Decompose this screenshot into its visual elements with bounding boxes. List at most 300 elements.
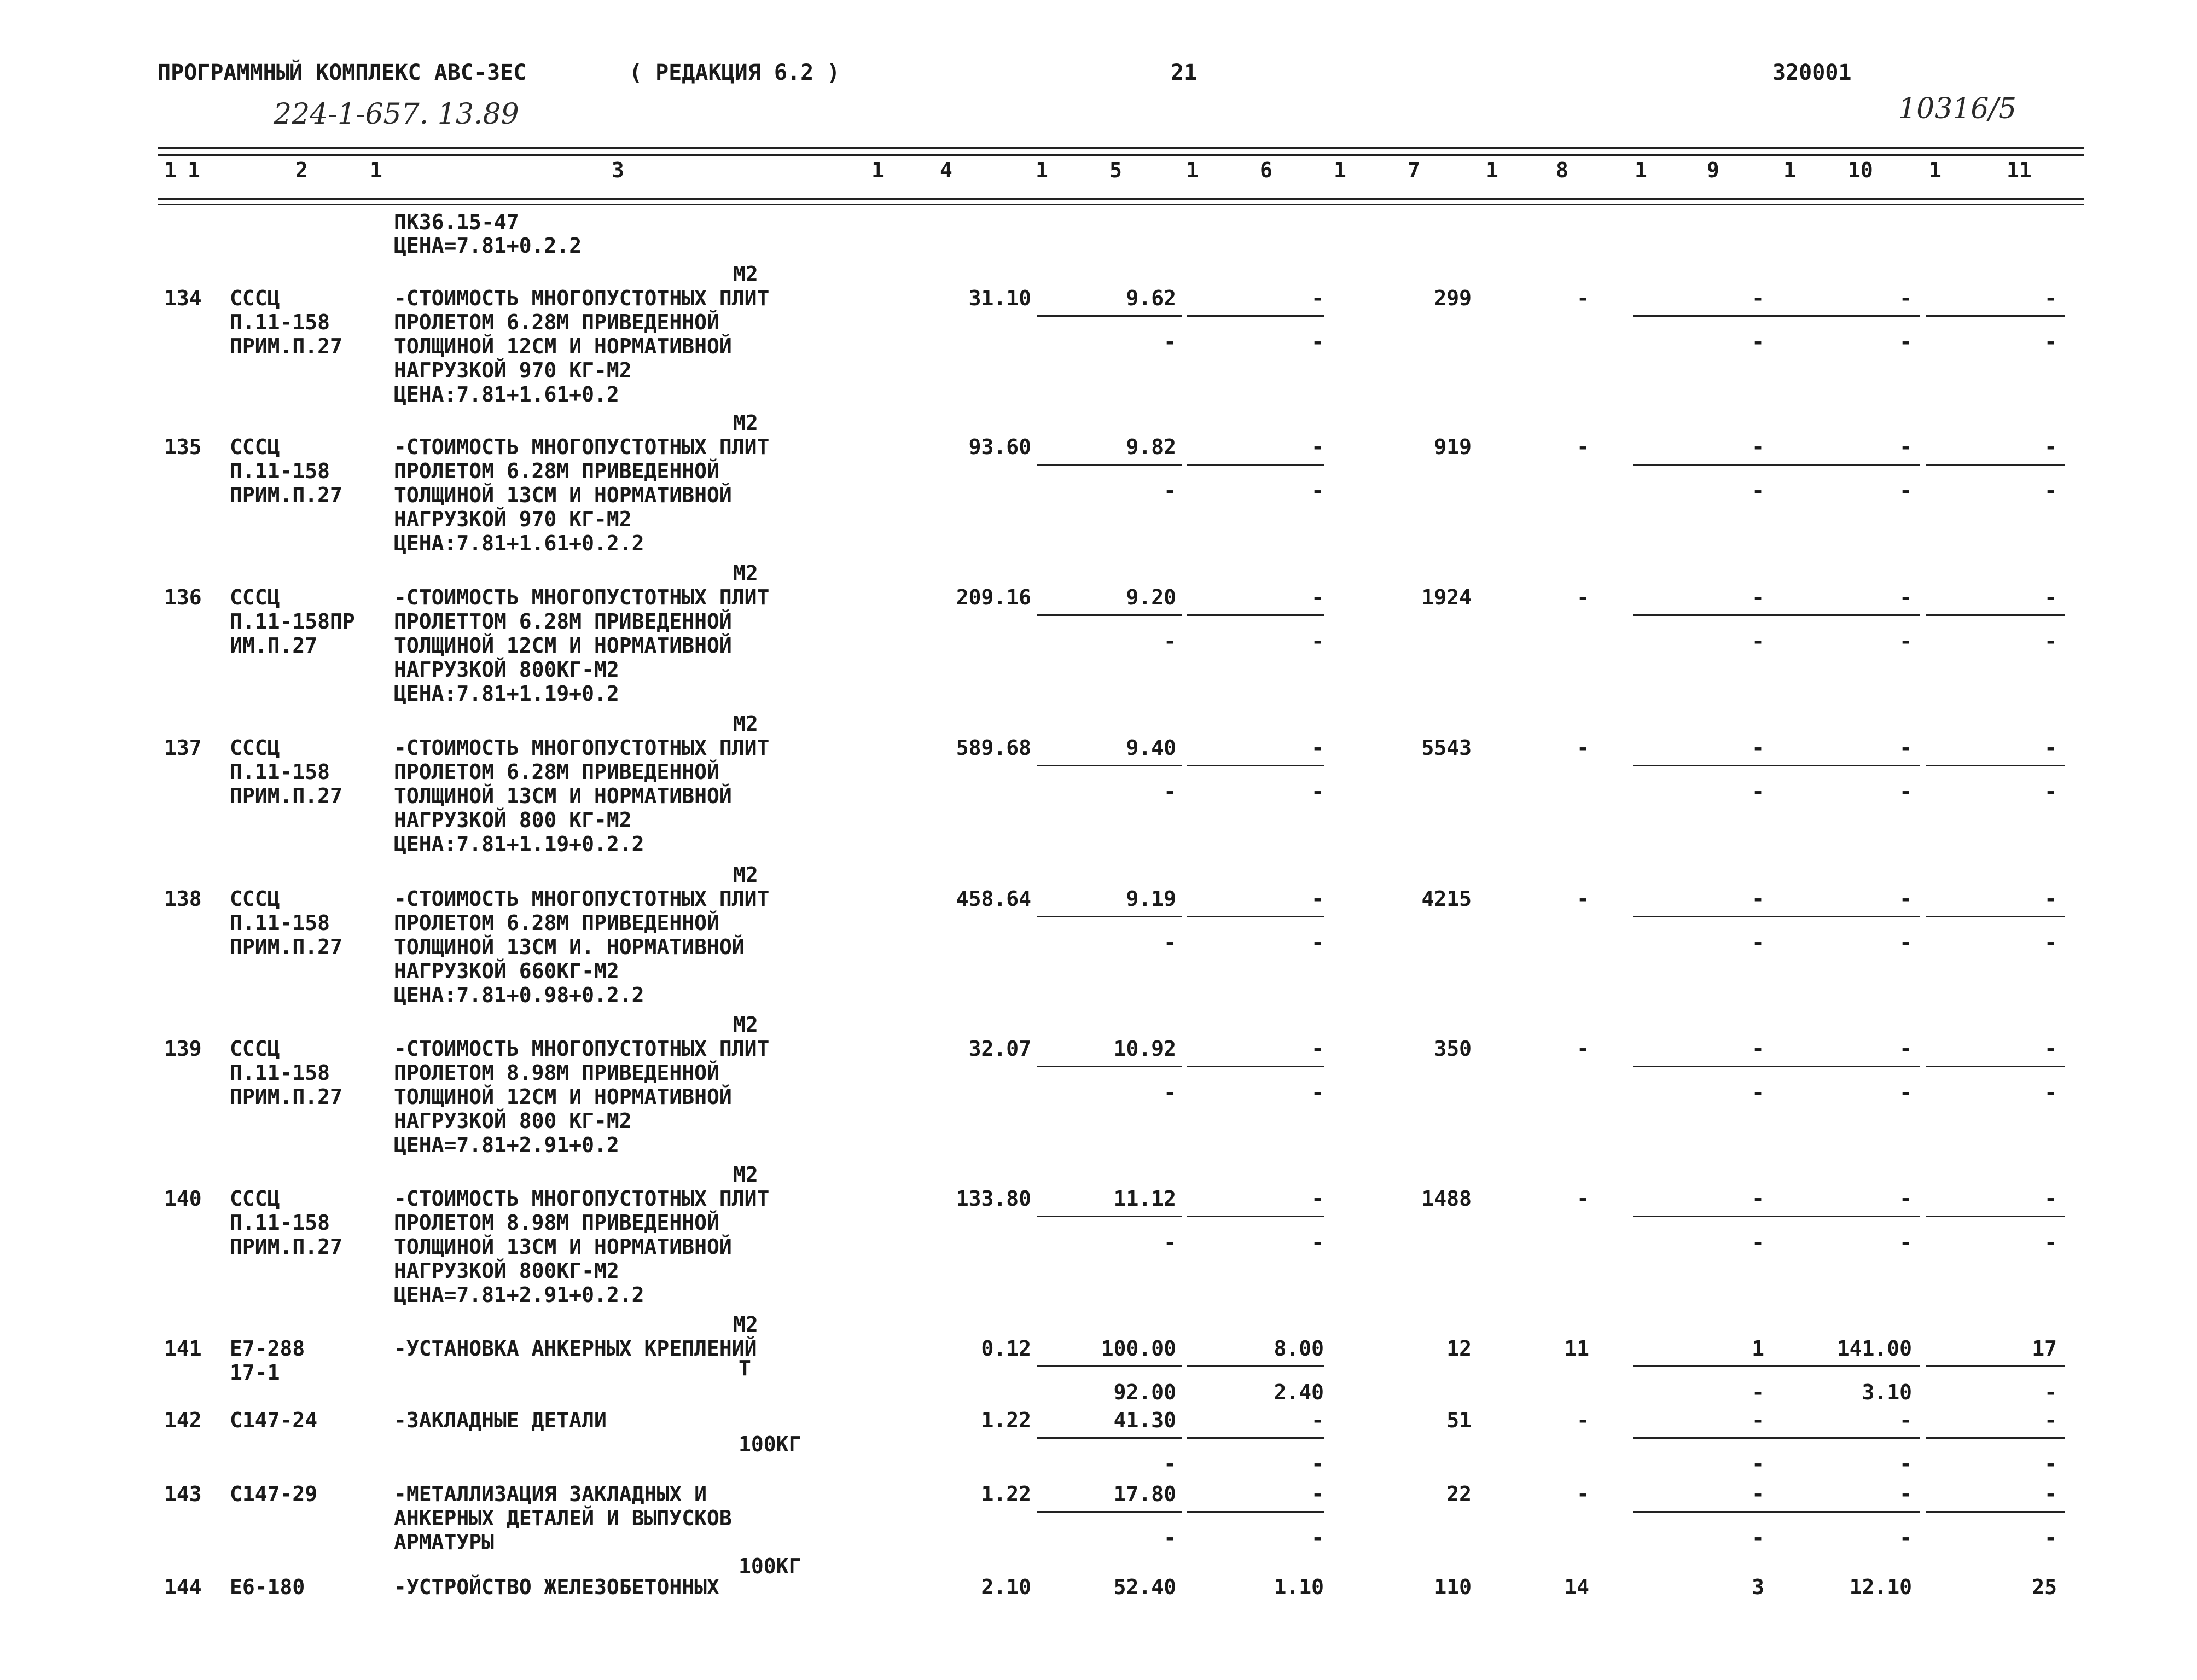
fraction-line — [1037, 916, 1182, 917]
col-sep: 1 — [1334, 158, 1346, 182]
unit-label: М2 — [733, 712, 758, 736]
cell-c11: 25 — [2032, 1575, 2057, 1599]
work-description: НАГРУЗКОЙ 970 КГ-М2 — [394, 507, 632, 531]
cell-c9: - — [1752, 736, 1764, 760]
cell-c11: - — [2044, 1408, 2057, 1432]
unit-label: М2 — [733, 863, 758, 887]
fraction-line — [1037, 1365, 1182, 1367]
fraction-line — [1778, 1511, 1920, 1513]
norm-code: ПРИМ.П.27 — [230, 1235, 342, 1259]
work-description: НАГРУЗКОЙ 800 КГ-М2 — [394, 1109, 632, 1133]
col-sep: 1 — [1929, 158, 1942, 182]
row-number: 138 — [164, 887, 202, 911]
cell-c5: - — [1164, 330, 1176, 354]
fraction-line — [1633, 1511, 1778, 1513]
work-description: ТОЛЩИНОЙ 12СМ И НОРМАТИВНОЙ — [394, 1085, 732, 1109]
fraction-line — [1037, 614, 1182, 616]
cell-c9: - — [1752, 1080, 1764, 1105]
work-description: ПРОЛЕТТОМ 6.28М ПРИВЕДЕННОЙ — [394, 609, 732, 633]
cell-c11: - — [2044, 1526, 2057, 1550]
col-num-10: 10 — [1848, 158, 1873, 182]
fraction-line — [1037, 464, 1182, 466]
work-description: ТОЛЩИНОЙ 13СМ И НОРМАТИВНОЙ — [394, 784, 732, 808]
work-description: АРМАТУРЫ — [394, 1530, 495, 1554]
row-number: 136 — [164, 585, 202, 609]
col-sep: 1 — [370, 158, 382, 182]
fraction-line — [1633, 765, 1778, 766]
cell-c6: - — [1311, 887, 1324, 911]
cell-c10: - — [1899, 585, 1912, 609]
work-description: -УСТРОЙСТВО ЖЕЛЕЗОБЕТОННЫХ — [394, 1575, 719, 1599]
cell-c6: - — [1311, 736, 1324, 760]
cell-c6: - — [1311, 1452, 1324, 1476]
unit-label: М2 — [733, 262, 758, 286]
col-sep: 1 — [1486, 158, 1498, 182]
cell-c7: 919 — [1434, 435, 1472, 459]
cell-c10: - — [1899, 1037, 1912, 1061]
cell-c10: - — [1899, 780, 1912, 804]
cell-c11: - — [2044, 931, 2057, 955]
cell-c11: - — [2044, 1482, 2057, 1506]
norm-code: СССЦ — [230, 1187, 280, 1211]
cell-c7: 4215 — [1421, 887, 1472, 911]
fraction-line — [1037, 1066, 1182, 1067]
cell-c9: - — [1752, 435, 1764, 459]
cell-c8: - — [1577, 1482, 1589, 1506]
fraction-line — [1633, 614, 1778, 616]
fraction-line — [1778, 315, 1920, 317]
cell-c10: - — [1899, 479, 1912, 503]
col-num-8: 8 — [1556, 158, 1568, 182]
cell-c10: - — [1899, 1482, 1912, 1506]
cell-c11: - — [2044, 435, 2057, 459]
unit-label: М2 — [733, 561, 758, 585]
cell-c6: - — [1311, 1408, 1324, 1432]
cell-c6: - — [1311, 1526, 1324, 1550]
cell-c4: 93.60 — [968, 435, 1031, 459]
cell-c10: - — [1899, 931, 1912, 955]
fraction-line — [1633, 1216, 1778, 1217]
row-number: 142 — [164, 1408, 202, 1432]
cell-c8: 14 — [1564, 1575, 1589, 1599]
norm-code: С147-29 — [230, 1482, 318, 1506]
fraction-line — [1926, 1511, 2065, 1513]
work-description: ТОЛЩИНОЙ 12СМ И НОРМАТИВНОЙ — [394, 633, 732, 658]
row-number: 135 — [164, 435, 202, 459]
cell-c11: - — [2044, 1037, 2057, 1061]
cell-c10: - — [1899, 330, 1912, 354]
cell-c9: - — [1752, 479, 1764, 503]
cell-c4: 1.22 — [981, 1408, 1031, 1432]
cell-c8: - — [1577, 887, 1589, 911]
fraction-line — [1187, 765, 1324, 766]
fraction-line — [1926, 614, 2065, 616]
norm-code: ПРИМ.П.27 — [230, 1085, 342, 1109]
cell-c11: - — [2044, 479, 2057, 503]
col-num-3: 3 — [612, 158, 624, 182]
cell-c4: 133.80 — [956, 1187, 1031, 1211]
col-sep: 1 — [1186, 158, 1199, 182]
norm-code: 17-1 — [230, 1361, 280, 1385]
cell-c6: - — [1311, 479, 1324, 503]
cell-c4: 458.64 — [956, 887, 1031, 911]
col-num-7: 7 — [1408, 158, 1420, 182]
unit-label: М2 — [733, 1312, 758, 1336]
cell-c5: - — [1164, 931, 1176, 955]
cell-c10: - — [1899, 1408, 1912, 1432]
cell-c11: 17 — [2032, 1336, 2057, 1361]
fraction-line — [1187, 1437, 1324, 1439]
fraction-line — [1926, 916, 2065, 917]
cell-c9: - — [1752, 1482, 1764, 1506]
cell-c11: - — [2044, 1187, 2057, 1211]
cell-c5: 9.40 — [1126, 736, 1176, 760]
norm-code: СССЦ — [230, 286, 280, 310]
cell-c8: - — [1577, 1037, 1589, 1061]
cell-c9: - — [1752, 1187, 1764, 1211]
fraction-line — [1187, 1066, 1324, 1067]
cell-c9: - — [1752, 780, 1764, 804]
cell-c10: 12.10 — [1849, 1575, 1912, 1599]
cell-c8: - — [1577, 286, 1589, 310]
work-description: НАГРУЗКОЙ 800КГ-М2 — [394, 1259, 619, 1283]
cell-c11: - — [2044, 780, 2057, 804]
cell-c9: - — [1752, 585, 1764, 609]
cell-c9: 1 — [1752, 1336, 1764, 1361]
cell-c11: - — [2044, 887, 2057, 911]
cell-c11: - — [2044, 1452, 2057, 1476]
cell-c8: - — [1577, 1408, 1589, 1432]
fraction-line — [1633, 1437, 1778, 1439]
cell-c11: - — [2044, 736, 2057, 760]
cell-c5: 41.30 — [1113, 1408, 1176, 1432]
cell-c6: - — [1311, 330, 1324, 354]
work-description: ПРОЛЕТОМ 8.98М ПРИВЕДЕННОЙ — [394, 1061, 719, 1085]
cell-c6: - — [1311, 629, 1324, 653]
document-code: 320001 — [1772, 60, 1852, 85]
work-description: ЦЕНА:7.81+1.61+0.2 — [394, 382, 619, 406]
cell-c10: - — [1899, 286, 1912, 310]
fraction-line — [1187, 1365, 1324, 1367]
cell-c7: 110 — [1434, 1575, 1472, 1599]
cell-c11: - — [2044, 1380, 2057, 1404]
cell-c11: - — [2044, 330, 2057, 354]
norm-code: П.11-158 — [230, 911, 330, 935]
row-number: 134 — [164, 286, 202, 310]
cell-c9: - — [1752, 1230, 1764, 1254]
work-description: -ЗАКЛАДНЫЕ ДЕТАЛИ — [394, 1408, 607, 1432]
cell-c9: - — [1752, 931, 1764, 955]
work-description: ТОЛЩИНОЙ 13СМ И НОРМАТИВНОЙ — [394, 1235, 732, 1259]
cell-c6: - — [1311, 780, 1324, 804]
work-description: ЦЕНА:7.81+0.98+0.2.2 — [394, 983, 644, 1007]
cell-c11: - — [2044, 286, 2057, 310]
cell-c11: - — [2044, 585, 2057, 609]
fraction-line — [1778, 1216, 1920, 1217]
cell-c5: 100.00 — [1101, 1336, 1176, 1361]
work-description: ТОЛЩИНОЙ 12СМ И НОРМАТИВНОЙ — [394, 334, 732, 358]
cell-c10: - — [1899, 629, 1912, 653]
fraction-line — [1633, 916, 1778, 917]
cell-c5: 9.19 — [1126, 887, 1176, 911]
norm-code: СССЦ — [230, 887, 280, 911]
fraction-line — [1037, 1511, 1182, 1513]
col-sep: 1 — [1783, 158, 1796, 182]
cell-c7: 22 — [1446, 1482, 1472, 1506]
work-description: НАГРУЗКОЙ 660КГ-М2 — [394, 959, 619, 983]
work-description: -МЕТАЛЛИЗАЦИЯ ЗАКЛАДНЫХ И — [394, 1482, 707, 1506]
cell-c7: 51 — [1446, 1408, 1472, 1432]
cell-c5: 9.82 — [1126, 435, 1176, 459]
cell-c7: 5543 — [1421, 736, 1472, 760]
work-description: ПРОЛЕТОМ 6.28М ПРИВЕДЕННОЙ — [394, 760, 719, 784]
norm-code: ИМ.П.27 — [230, 633, 318, 658]
cell-c9: - — [1752, 1408, 1764, 1432]
cell-c10: - — [1899, 736, 1912, 760]
cell-c9: - — [1752, 887, 1764, 911]
work-description: ТОЛЩИНОЙ 13СМ И. НОРМАТИВНОЙ — [394, 935, 745, 959]
cell-c6: - — [1311, 931, 1324, 955]
col-num-4: 4 — [940, 158, 952, 182]
unit-label: М2 — [733, 411, 758, 435]
cell-c9: - — [1752, 1380, 1764, 1404]
work-description: ПРОЛЕТОМ 6.28М ПРИВЕДЕННОЙ — [394, 310, 719, 334]
norm-code: СССЦ — [230, 435, 280, 459]
cell-c6: 1.10 — [1274, 1575, 1324, 1599]
cell-c6: - — [1311, 1482, 1324, 1506]
norm-code: ПРИМ.П.27 — [230, 935, 342, 959]
fraction-line — [1037, 1437, 1182, 1439]
fraction-line — [1778, 1437, 1920, 1439]
work-description: НАГРУЗКОЙ 800 КГ-М2 — [394, 808, 632, 832]
fraction-line — [1926, 1365, 2065, 1367]
work-description: -СТОИМОСТЬ МНОГОПУСТОТНЫХ ПЛИТ — [394, 286, 770, 310]
norm-code: СССЦ — [230, 585, 280, 609]
work-description: -СТОИМОСТЬ МНОГОПУСТОТНЫХ ПЛИТ — [394, 1037, 770, 1061]
work-description: -СТОИМОСТЬ МНОГОПУСТОТНЫХ ПЛИТ — [394, 736, 770, 760]
fraction-line — [1633, 1365, 1778, 1367]
cell-c6: - — [1311, 1037, 1324, 1061]
col-sep: 1 — [188, 158, 200, 182]
row-number: 143 — [164, 1482, 202, 1506]
norm-code: П.11-158 — [230, 459, 330, 483]
fraction-line — [1187, 464, 1324, 466]
fraction-line — [1633, 315, 1778, 317]
fraction-line — [1633, 1066, 1778, 1067]
norm-code: П.11-158 — [230, 310, 330, 334]
row-number: 137 — [164, 736, 202, 760]
handwritten-sheet-number: 10316/5 — [1898, 92, 2017, 125]
work-description: -УСТАНОВКА АНКЕРНЫХ КРЕПЛЕНИЙ — [394, 1336, 757, 1361]
row-number: 140 — [164, 1187, 202, 1211]
cell-c5: - — [1164, 1230, 1176, 1254]
fraction-line — [1926, 1066, 2065, 1067]
unit-label: Т — [739, 1356, 751, 1380]
cell-c4: 589.68 — [956, 736, 1031, 760]
cell-c4: 1.22 — [981, 1482, 1031, 1506]
fraction-line — [1187, 315, 1324, 317]
work-description: ЦЕНА=7.81+2.91+0.2.2 — [394, 1283, 644, 1307]
fraction-line — [1187, 1511, 1324, 1513]
cell-c7: 1924 — [1421, 585, 1472, 609]
fraction-line — [1926, 1216, 2065, 1217]
col-num-2: 2 — [295, 158, 308, 182]
edition-label: ( РЕДАКЦИЯ 6.2 ) — [629, 60, 840, 85]
cell-c9: - — [1752, 1452, 1764, 1476]
cell-c5: - — [1164, 1526, 1176, 1550]
cell-c6: - — [1311, 286, 1324, 310]
program-title: ПРОГРАММНЫЙ КОМПЛЕКС АВС-3ЕС — [158, 60, 527, 85]
norm-code: СССЦ — [230, 1037, 280, 1061]
work-description: АНКЕРНЫХ ДЕТАЛЕЙ И ВЫПУСКОВ — [394, 1506, 732, 1530]
carry-over-line: ПК36.15-47 — [394, 210, 519, 234]
col-num-11: 11 — [2007, 158, 2032, 182]
cell-c5: - — [1164, 479, 1176, 503]
work-description: ТОЛЩИНОЙ 13СМ И НОРМАТИВНОЙ — [394, 483, 732, 507]
cell-c9: - — [1752, 330, 1764, 354]
fraction-line — [1778, 1365, 1920, 1367]
work-description: ЦЕНА:7.81+1.19+0.2.2 — [394, 832, 644, 856]
work-description: ЦЕНА=7.81+2.91+0.2 — [394, 1133, 619, 1157]
cell-c7: 299 — [1434, 286, 1472, 310]
norm-code: С147-24 — [230, 1408, 318, 1432]
cell-c8: - — [1577, 435, 1589, 459]
fraction-line — [1926, 464, 2065, 466]
cell-c7: 1488 — [1421, 1187, 1472, 1211]
norm-code: П.11-158 — [230, 760, 330, 784]
col-sep: 1 — [1635, 158, 1647, 182]
col-sep: 1 — [1036, 158, 1048, 182]
unit-label: 100КГ — [739, 1554, 801, 1578]
work-description: НАГРУЗКОЙ 800КГ-М2 — [394, 658, 619, 682]
fraction-line — [1926, 315, 2065, 317]
cell-c5: - — [1164, 1080, 1176, 1105]
cell-c9: - — [1752, 629, 1764, 653]
cell-c5: 9.20 — [1126, 585, 1176, 609]
fraction-line — [1926, 1437, 2065, 1439]
col-num-1: 1 — [164, 158, 177, 182]
cell-c4: 31.10 — [968, 286, 1031, 310]
cell-c7: 12 — [1446, 1336, 1472, 1361]
fraction-line — [1778, 464, 1920, 466]
work-description: ЦЕНА:7.81+1.61+0.2.2 — [394, 531, 644, 555]
norm-code: П.11-158 — [230, 1211, 330, 1235]
unit-label: 100КГ — [739, 1432, 801, 1456]
cell-c6: - — [1311, 1230, 1324, 1254]
cell-c6: - — [1311, 1080, 1324, 1105]
work-description: -СТОИМОСТЬ МНОГОПУСТОТНЫХ ПЛИТ — [394, 435, 770, 459]
cell-c10: 141.00 — [1836, 1336, 1912, 1361]
cell-c6: 8.00 — [1274, 1336, 1324, 1361]
norm-code: СССЦ — [230, 736, 280, 760]
fraction-line — [1037, 315, 1182, 317]
cell-c4: 209.16 — [956, 585, 1031, 609]
cell-c4: 0.12 — [981, 1336, 1031, 1361]
carry-over-line: ЦЕНА=7.81+0.2.2 — [394, 234, 582, 258]
cell-c9: - — [1752, 1526, 1764, 1550]
col-sep: 1 — [871, 158, 884, 182]
cell-c9: - — [1752, 286, 1764, 310]
cell-c5: 10.92 — [1113, 1037, 1176, 1061]
work-description: ЦЕНА:7.81+1.19+0.2 — [394, 682, 619, 706]
norm-code: ПРИМ.П.27 — [230, 784, 342, 808]
cell-c10: - — [1899, 435, 1912, 459]
fraction-line — [1778, 916, 1920, 917]
work-description: -СТОИМОСТЬ МНОГОПУСТОТНЫХ ПЛИТ — [394, 1187, 770, 1211]
cell-c8: - — [1577, 736, 1589, 760]
cell-c5: - — [1164, 629, 1176, 653]
cell-c10: 3.10 — [1862, 1380, 1912, 1404]
cell-c9: 3 — [1752, 1575, 1764, 1599]
work-description: НАГРУЗКОЙ 970 КГ-М2 — [394, 358, 632, 382]
cell-c11: - — [2044, 1230, 2057, 1254]
col-num-6: 6 — [1260, 158, 1272, 182]
cell-c8: - — [1577, 1187, 1589, 1211]
cell-c10: - — [1899, 1230, 1912, 1254]
col-num-5: 5 — [1109, 158, 1122, 182]
col-num-9: 9 — [1707, 158, 1719, 182]
cell-c10: - — [1899, 1187, 1912, 1211]
cell-c5: 52.40 — [1113, 1575, 1176, 1599]
fraction-line — [1926, 765, 2065, 766]
cell-c5: 92.00 — [1113, 1380, 1176, 1404]
cell-c5: - — [1164, 780, 1176, 804]
norm-code: ПРИМ.П.27 — [230, 483, 342, 507]
norm-code: П.11-158ПР — [230, 609, 355, 633]
cell-c5: 11.12 — [1113, 1187, 1176, 1211]
cell-c10: - — [1899, 1526, 1912, 1550]
handwritten-project-number: 224-1-657. 13.89 — [274, 98, 519, 131]
fraction-line — [1778, 1066, 1920, 1067]
cell-c6: - — [1311, 1187, 1324, 1211]
cell-c4: 32.07 — [968, 1037, 1031, 1061]
row-number: 139 — [164, 1037, 202, 1061]
work-description: -СТОИМОСТЬ МНОГОПУСТОТНЫХ ПЛИТ — [394, 887, 770, 911]
cell-c9: - — [1752, 1037, 1764, 1061]
cell-c5: 9.62 — [1126, 286, 1176, 310]
work-description: ПРОЛЕТОМ 6.28М ПРИВЕДЕННОЙ — [394, 459, 719, 483]
cell-c10: - — [1899, 1080, 1912, 1105]
cell-c10: - — [1899, 887, 1912, 911]
row-number: 141 — [164, 1336, 202, 1361]
cell-c4: 2.10 — [981, 1575, 1031, 1599]
fraction-line — [1778, 765, 1920, 766]
norm-code: Е7-288 — [230, 1336, 305, 1361]
fraction-line — [1187, 916, 1324, 917]
cell-c5: - — [1164, 1452, 1176, 1476]
unit-label: М2 — [733, 1162, 758, 1187]
unit-label: М2 — [733, 1013, 758, 1037]
fraction-line — [1037, 1216, 1182, 1217]
norm-code: Е6-180 — [230, 1575, 305, 1599]
page-number: 21 — [1171, 60, 1198, 85]
cell-c6: - — [1311, 435, 1324, 459]
work-description: -СТОИМОСТЬ МНОГОПУСТОТНЫХ ПЛИТ — [394, 585, 770, 609]
cell-c11: - — [2044, 629, 2057, 653]
fraction-line — [1778, 614, 1920, 616]
fraction-line — [1633, 464, 1778, 466]
norm-code: П.11-158 — [230, 1061, 330, 1085]
cell-c6: 2.40 — [1274, 1380, 1324, 1404]
row-number: 144 — [164, 1575, 202, 1599]
cell-c6: - — [1311, 585, 1324, 609]
fraction-line — [1187, 1216, 1324, 1217]
cell-c11: - — [2044, 1080, 2057, 1105]
norm-code: ПРИМ.П.27 — [230, 334, 342, 358]
cell-c10: - — [1899, 1452, 1912, 1476]
fraction-line — [1037, 765, 1182, 766]
work-description: ПРОЛЕТОМ 8.98М ПРИВЕДЕННОЙ — [394, 1211, 719, 1235]
